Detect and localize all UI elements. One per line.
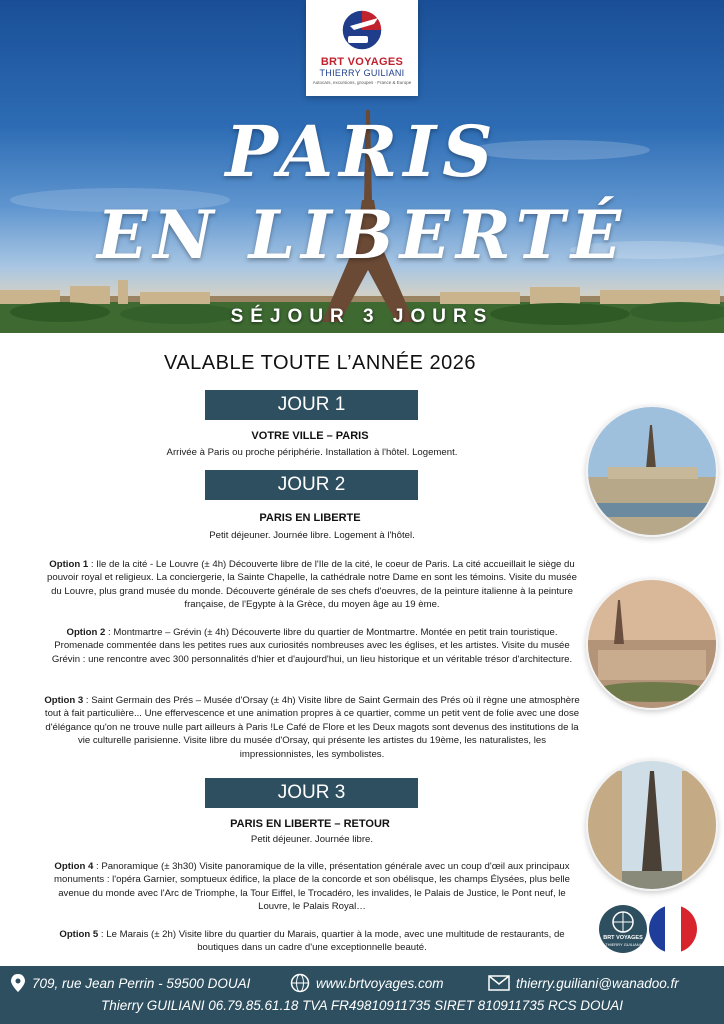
title-line-1: PARIS <box>225 110 499 193</box>
logo-tagline: Autocars, excursions, groupes · France & Europe <box>312 80 412 85</box>
footer <box>0 966 724 1024</box>
globe-plane-logo-icon <box>340 6 384 54</box>
day-1-label: JOUR 1 <box>205 390 418 420</box>
day-3-intro: Petit déjeuner. Journée libre. <box>250 834 374 845</box>
option-3-text: : Saint Germain des Prés – Musée d'Orsay (± 4h) Visite libre de Saint Germain des Prés où il règne une atmosphère tout à fait particulière... Une effervescence et une animation propres à ce quartier, comme un petit vent de folie avec une dose d'élégance qu'on ne trouve nulle part ailleurs à Paris !Le Café de Flore et les Deux magots sont devenus des institutions de la vie culturelle parisienne. Visite libre du musée d'Orsay, qui présente les artistes du 19ème, les naturalistes, les impressionnistes, les symbolistes. <box>44 695 580 760</box>
option-4-label: Option 4 <box>54 861 94 872</box>
badge-brand: BRT VOYAGES <box>603 935 643 941</box>
title-line-2: EN LIBERTÉ <box>96 196 628 274</box>
option-1 <box>44 558 580 612</box>
option-3-label: Option 3 <box>44 695 84 706</box>
option-1-label: Option 1 <box>49 559 89 570</box>
option-2 <box>44 626 580 666</box>
globe-icon <box>599 907 647 937</box>
option-5-text: : Le Marais (± 2h) Visite libre du quartier du Marais, quartier à la mode, avec une multitude de restaurants, de boutiques dans un cadre d'une exceptionnelle beauté. <box>98 929 565 954</box>
footer-legal: Thierry GUILIANI 06.79.85.61.18 TVA FR49810911735 SIRET 810911735 RCS DOUAI <box>100 998 624 1013</box>
option-3 <box>44 694 580 761</box>
footer-website[interactable] <box>290 972 444 994</box>
option-2-text: : Montmartre – Grévin (± 4h) Découverte libre du quartier de Montmartre. Montée en petit train touristique. Promenade commentée dans les petites rues aux curiosités nombreuses avec les églises, et les artistes. Visite du musée Grévin : une rencontre avec 300 personnalités d'hier et d'aujourd'hui, un lieu historique et un véritable trésor d'architecture. <box>51 627 573 665</box>
france-flag-icon <box>649 905 697 953</box>
badge-owner: THIERRY GUILIANI <box>605 942 641 947</box>
day-1-heading: VOTRE VILLE – PARIS <box>251 430 369 442</box>
stay-duration: SÉJOUR 3 JOURS <box>230 306 494 327</box>
validity-heading: VALABLE TOUTE L’ANNÉE 2026 <box>163 352 477 374</box>
day-3-heading: PARIS EN LIBERTE – RETOUR <box>230 818 390 830</box>
photo-paris-rooftops <box>586 578 718 710</box>
envelope-icon <box>488 975 510 991</box>
brt-badge <box>599 905 647 953</box>
day-1-intro: Arrivée à Paris ou proche périphérie. Installation à l'hôtel. Logement. <box>166 447 458 458</box>
globe-icon <box>290 973 310 993</box>
footer-address <box>10 972 250 994</box>
photo-paris-seine <box>586 405 718 537</box>
footer-email[interactable] <box>488 972 679 994</box>
day-2-intro: Petit déjeuner. Journée libre. Logement à l'hôtel. <box>209 530 415 541</box>
option-1-text: : Ile de la cité - Le Louvre (± 4h) Découverte libre de l'Ile de la cité, le coeur de Paris. La cité accueillait le siège du pouvoir royal et religieux. La conciergerie, la Sainte Chapelle, la cathédrale notre Dame en sont les témoins. Visite du musée du Louvre, plus grand musée du monde. Découverte générale de ses chefs d'oeuvres, de la peinture italienne à la peinture française, de l'Egypte à la Grèce, du moyen âge au 19 ème. <box>47 559 577 611</box>
day-2-label: JOUR 2 <box>205 470 418 500</box>
photo-eiffel-street <box>586 759 718 891</box>
website-link[interactable]: www.brtvoyages.com <box>316 975 444 991</box>
email-link[interactable]: thierry.guiliani@wanadoo.fr <box>516 975 679 991</box>
day-2-heading: PARIS EN LIBERTE <box>259 512 361 524</box>
logo-owner: THIERRY GUILIANI <box>319 68 405 78</box>
option-5-label: Option 5 <box>59 929 99 940</box>
address-text: 709, rue Jean Perrin - 59500 DOUAI <box>32 975 251 991</box>
option-4 <box>44 860 580 914</box>
location-pin-icon <box>10 973 26 993</box>
day-3-label: JOUR 3 <box>205 778 418 808</box>
option-4-text: : Panoramique (± 3h30) Visite panoramique de la ville, présentation générale avec un coup d'œil aux principaux monuments : l'opéra Garnier, somptueux édifice, la place de la concorde et son obélisque, les champs Élysées, plus belle avenue du monde avec l'Arc de Triomphe, la Tour Eiffel, le Trocadéro, les invalides, le Palais de Justice, le Pont neuf, le Louvre, le Palais Royal… <box>54 861 570 913</box>
option-5 <box>44 928 580 955</box>
hero-banner <box>0 0 724 333</box>
logo-brand: BRT VOYAGES <box>320 56 404 68</box>
option-2-label: Option 2 <box>66 627 106 638</box>
brand-logo <box>306 0 418 96</box>
